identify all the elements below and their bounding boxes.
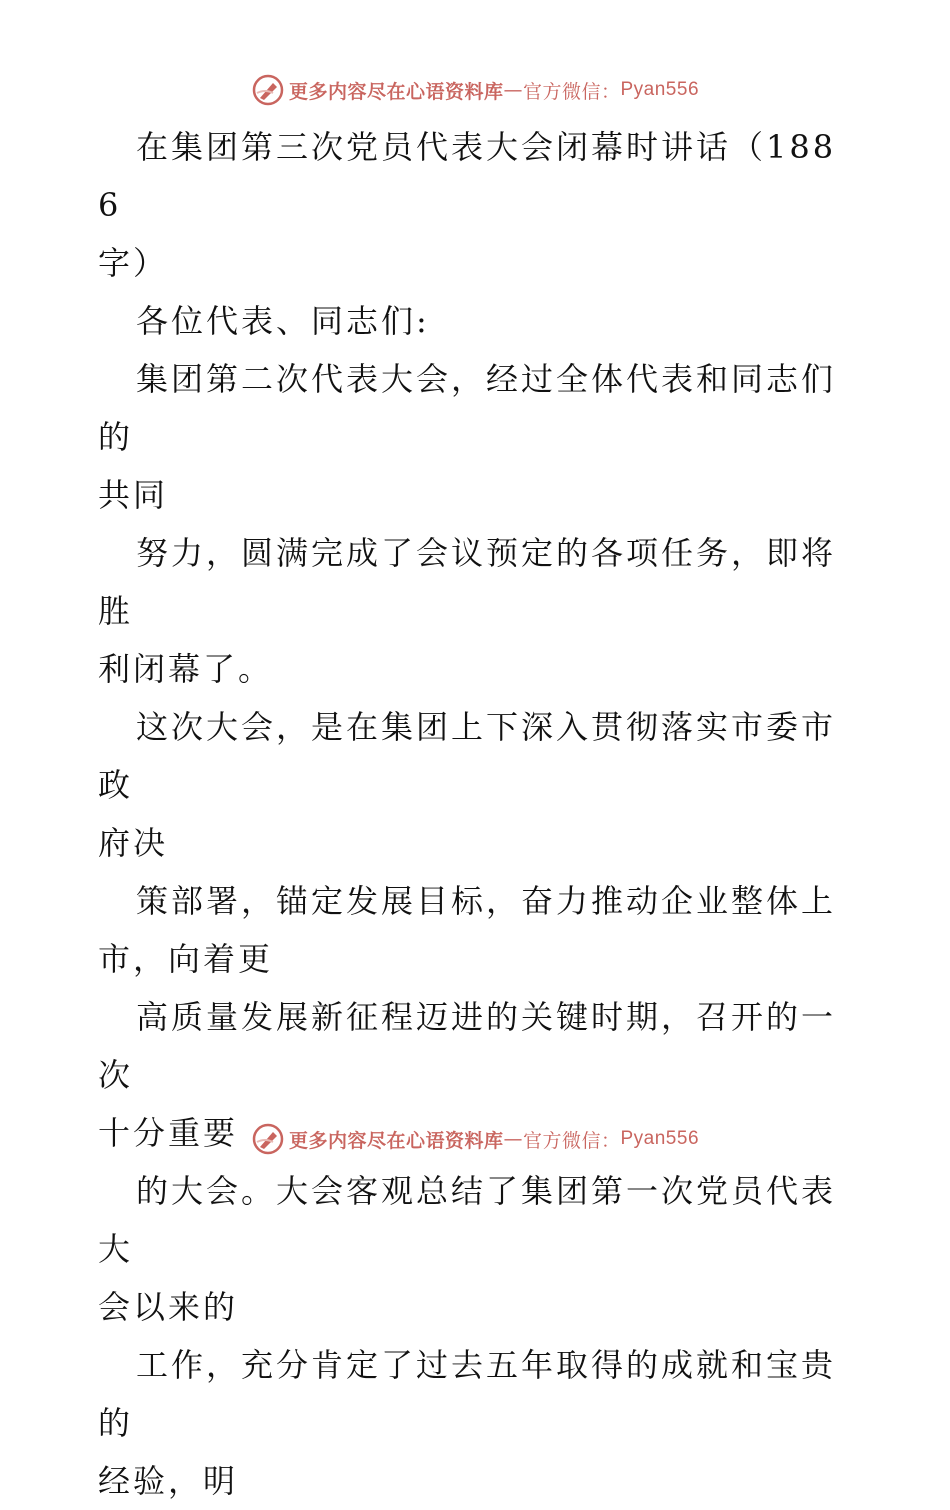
text-line-content: 字） <box>98 244 169 282</box>
text-line-content: 利闭幕了。 <box>98 650 274 688</box>
text-line <box>98 524 858 640</box>
text-line <box>98 466 858 524</box>
text-line-content: 十分重要 <box>98 1114 239 1152</box>
text-line-content: 共同 <box>98 476 169 514</box>
banner-dash: — <box>503 79 523 101</box>
document-body <box>98 118 858 1510</box>
header-banner <box>0 70 950 110</box>
text-line <box>98 1452 858 1510</box>
text-line <box>98 640 858 698</box>
text-line <box>98 1162 858 1278</box>
text-line <box>98 350 858 466</box>
text-line-content: 会以来的 <box>98 1288 239 1326</box>
text-line-content: 的大会。大会客观总结了集团第一次党员代表大 <box>98 1172 837 1268</box>
text-line-content: 集团第二次代表大会，经过全体代表和同志们的 <box>98 360 837 456</box>
banner-wechat-id: Pyan556 <box>620 79 700 100</box>
text-line-content: 这次大会，是在集团上下深入贯彻落实市委市政 <box>98 708 837 804</box>
text-line-content: 在集团第三次党员代表大会闭幕时讲话（1886 <box>98 128 837 224</box>
text-line-content: 高质量发展新征程迈进的关键时期，召开的一次 <box>98 998 837 1094</box>
text-line <box>98 872 858 930</box>
text-line <box>98 814 858 872</box>
text-line-content: 策部署，锚定发展目标，奋力推动企业整体上 <box>136 882 837 920</box>
text-line-content: 工作，充分肯定了过去五年取得的成就和宝贵的 <box>98 1346 837 1442</box>
banner-wechat-label: 官方微信： <box>522 80 621 103</box>
footer-banner <box>0 1119 950 1159</box>
pen-nib-logo-icon <box>251 73 285 107</box>
text-line <box>98 1336 858 1452</box>
text-line-content: 各位代表、同志们: <box>136 302 430 340</box>
banner-main-text: 更多内容尽在心语资料库 <box>288 80 504 103</box>
text-line-content: 府决 <box>98 824 169 862</box>
banner-main-text: 更多内容尽在心语资料库 <box>288 1129 504 1152</box>
pen-nib-logo-icon <box>251 1122 285 1156</box>
text-line <box>98 292 858 350</box>
text-line <box>98 118 858 234</box>
banner-wechat-label: 官方微信： <box>522 1129 621 1152</box>
banner-dash: — <box>503 1128 523 1150</box>
text-line <box>98 930 858 988</box>
text-line-content: 市，向着更 <box>98 940 274 978</box>
text-line <box>98 988 858 1104</box>
text-line <box>98 234 858 292</box>
banner-wechat-id: Pyan556 <box>620 1128 700 1149</box>
text-line-content: 努力，圆满完成了会议预定的各项任务，即将胜 <box>98 534 837 630</box>
text-line <box>98 698 858 814</box>
text-line <box>98 1278 858 1336</box>
text-line-content: 经验，明 <box>98 1462 239 1500</box>
